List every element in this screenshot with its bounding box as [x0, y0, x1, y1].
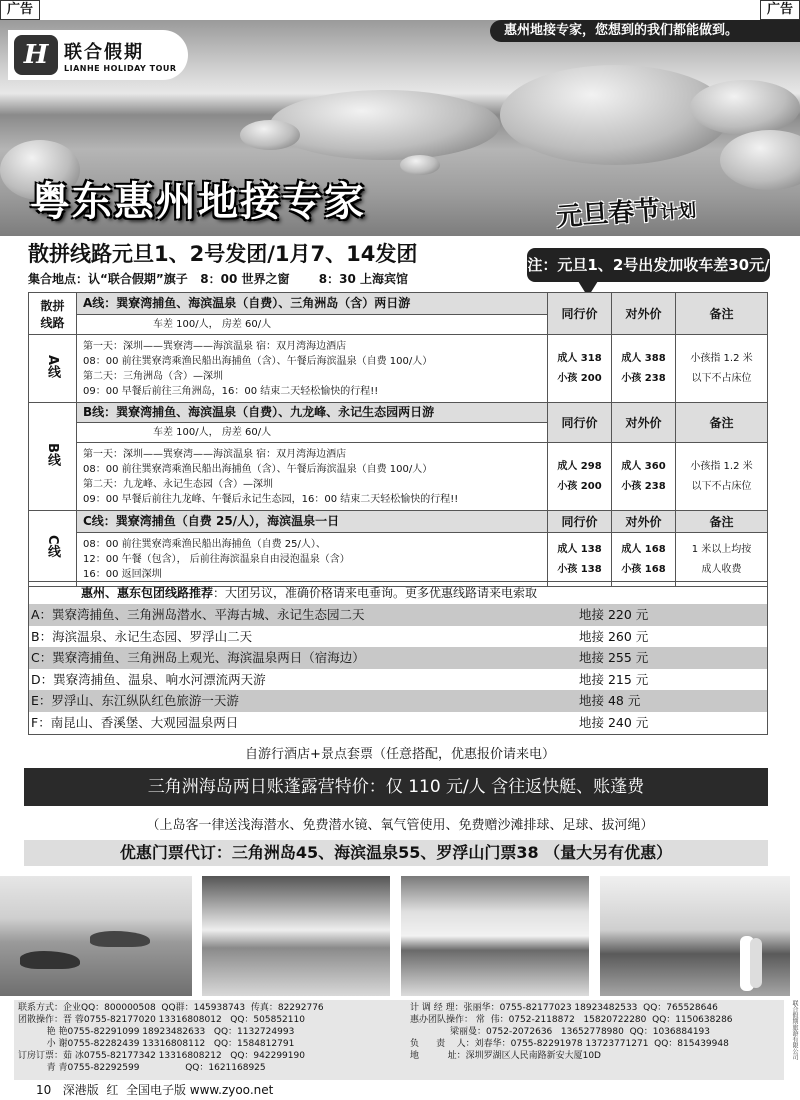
route-c-itinerary: 08：00 前往巽寮湾乘渔民船出海捕鱼（自费 25/人）、 12：00 午餐（包含）， 后前往海滨温泉自由浸泡温泉（含） 16：00 返回深圳: [77, 533, 548, 587]
schedule-title: 散拼线路元旦1、2号发团/1月7、14发团: [28, 242, 418, 266]
route-table: [28, 292, 768, 587]
ticket-offer-banner: 优惠门票代订：三角洲岛45、海滨温泉55、罗浮山门票38 （量大另有优惠）: [24, 840, 768, 866]
hero-title: 粤东惠州地接专家: [30, 179, 366, 225]
logo-english: LIANHE HOLIDAY TOUR: [64, 63, 177, 73]
route-a-itinerary: 第一天：深圳——巽寮湾——海滨温泉 宿：双月湾海边酒店 08：00 前往巽寮湾乘渔民船出海捕鱼（含）、午餐后海滨温泉（自费 100/人） 第二天：三角洲岛（含）—深圳 09：00 早餐后前往三角洲岛，16：00 结束二天轻松愉快的行程!!: [77, 335, 548, 403]
ad-tag-left: 广告: [0, 0, 40, 20]
contact-left: 联系方式：企业QQ：800000508 QQ群：145938743 传真：82292776 团散操作：晋 蓉0755-82177020 13316808012 QQ：505852110 艳 艳0755-82291099 18923482633 QQ：1132724993 小 谢0755-82282439 13316808112 QQ：1584812791 订房订票：茹 冰0755-82177342 13316808212 QQ：942299190 青 青0755-82292599 QQ：1621168925: [18, 1003, 324, 1073]
list-item: A：巽寮湾捕鱼、三角洲岛潜水、平海古城、永记生态园二天 地接 220 元: [29, 604, 767, 626]
list-item: C：巽寮湾捕鱼、三角洲岛上观光、海滨温泉两日（宿海边） 地接 255 元: [29, 647, 767, 669]
route-a-title: A线：巽寮湾捕鱼、海滨温泉（自费）、三角洲岛（含）两日游: [77, 293, 548, 315]
contact-right: 计 调 经 理：张丽华：0755-82177023 18923482533 QQ：765528646 惠办团队操作： 常 伟：0752-2118872 15820722280 QQ：1150638286 梁丽曼：0752-2072636 13652778980 QQ：1036884193 负 责 人：刘春华：0755-82291978 13723771271 QQ：815439948 地 址：深圳罗湖区人民南路新安大厦10D: [410, 1003, 733, 1061]
couple-lake-photo: [600, 876, 790, 996]
list-item: B：海滨温泉、永记生态园、罗浮山二天 地接 260 元: [31, 628, 649, 644]
col-public-price-c: 对外价: [612, 511, 676, 533]
route-b-fee: 车差 100/人， 房差 60/人: [77, 423, 548, 443]
meeting-point: 集合地点：认“联合假期”旗子 8：00 世界之窗 8：30 上海宾馆: [28, 272, 409, 286]
group-route-header: 惠州、惠东包团线路推荐：大团另议，准确价格请来电垂询。更多优惠线路请来电索取: [81, 586, 538, 600]
list-item: F：南昆山、香溪堡、大观园温泉两日 地接 240 元: [31, 714, 649, 730]
company-logo: [8, 30, 188, 80]
col-memo-c: 备注: [676, 511, 768, 533]
route-a-label: A线: [29, 335, 77, 403]
route-b-label: B线: [29, 403, 77, 511]
route-a-memo: 小孩指 1.2 米 以下不占床位: [676, 335, 768, 403]
route-b-memo: 小孩指 1.2 米 以下不占床位: [676, 443, 768, 511]
route-a-fee: 车差 100/人， 房差 60/人: [77, 315, 548, 335]
group-route-list: [28, 581, 768, 735]
side-note: 联合假期旅游有限公司: [791, 1000, 798, 1060]
camping-offer-note: （上岛客一律送浅海潜水、免费潜水镜、氧气管使用、免费赠沙滩排球、足球、拔河绳）: [146, 818, 654, 833]
route-c-peer-price: 成人 138 小孩 138: [548, 533, 612, 587]
col-peer-price: 同行价: [548, 293, 612, 335]
logo-name: 联合假期: [64, 41, 144, 63]
route-b-title: B线：巽寮湾捕鱼、海滨温泉（自费）、九龙峰、永记生态园两日游: [77, 403, 548, 423]
list-item: D：巽寮湾捕鱼、温泉、响水河漂流两天游 地接 215 元: [31, 671, 649, 687]
route-c-public-price: 成人 168 小孩 168: [612, 533, 676, 587]
table-header-routes: 散拼 线路: [29, 293, 77, 335]
beach-rocks-photo: [202, 876, 390, 996]
route-b-public-price: 成人 360 小孩 238: [612, 443, 676, 511]
col-peer-price-b: 同行价: [548, 403, 612, 443]
route-c-memo: 1 米以上均按 成人收费: [676, 533, 768, 587]
camping-offer-banner: 三角洲海岛两日账蓬露营特价：仅 110 元/人 含往返快艇、账蓬费: [24, 768, 768, 806]
contact-section: [14, 1000, 784, 1080]
route-a-peer-price: 成人 318 小孩 200: [548, 335, 612, 403]
route-c-title: C线：巽寮湾捕鱼（自费 25/人），海滨温泉一日: [77, 511, 548, 533]
col-memo-b: 备注: [676, 403, 768, 443]
beach-photo: [401, 876, 589, 996]
page-footer: 10 深港版 红 全国电子版 www.zyoo.net: [36, 1083, 274, 1097]
col-public-price-b: 对外价: [612, 403, 676, 443]
free-travel-line: 自游行酒店+景点套票（任意搭配，优惠报价请来电）: [245, 747, 555, 762]
jetski-photo: [0, 876, 192, 996]
route-a-public-price: 成人 388 小孩 238: [612, 335, 676, 403]
route-c-label: C线: [29, 511, 77, 587]
surcharge-note: 注：元旦1、2号出发加收车差30元/: [527, 248, 770, 282]
col-public-price: 对外价: [612, 293, 676, 335]
col-memo: 备注: [676, 293, 768, 335]
route-b-itinerary: 第一天：深圳——巽寮湾——海滨温泉 宿：双月湾海边酒店 08：00 前往巽寮湾乘渔民船出海捕鱼（含）、午餐后海滨温泉（自费 100/人） 第二天：九龙峰、永记生态园（含）—深圳 09：00 早餐后前往九龙峰、午餐后永记生态园，16：00 结束二天轻松愉快的行程!!: [77, 443, 548, 511]
ad-tag-right: 广告: [760, 0, 800, 20]
hero-plan: 元旦春节计划: [555, 195, 697, 233]
col-peer-price-c: 同行价: [548, 511, 612, 533]
route-b-peer-price: 成人 298 小孩 200: [548, 443, 612, 511]
slogan-banner: 惠州地接专家，您想到的我们都能做到。: [490, 20, 800, 42]
list-item: E：罗浮山、东江纵队红色旅游一天游 地接 48 元: [29, 690, 767, 712]
logo-mark-icon: H: [14, 35, 58, 75]
